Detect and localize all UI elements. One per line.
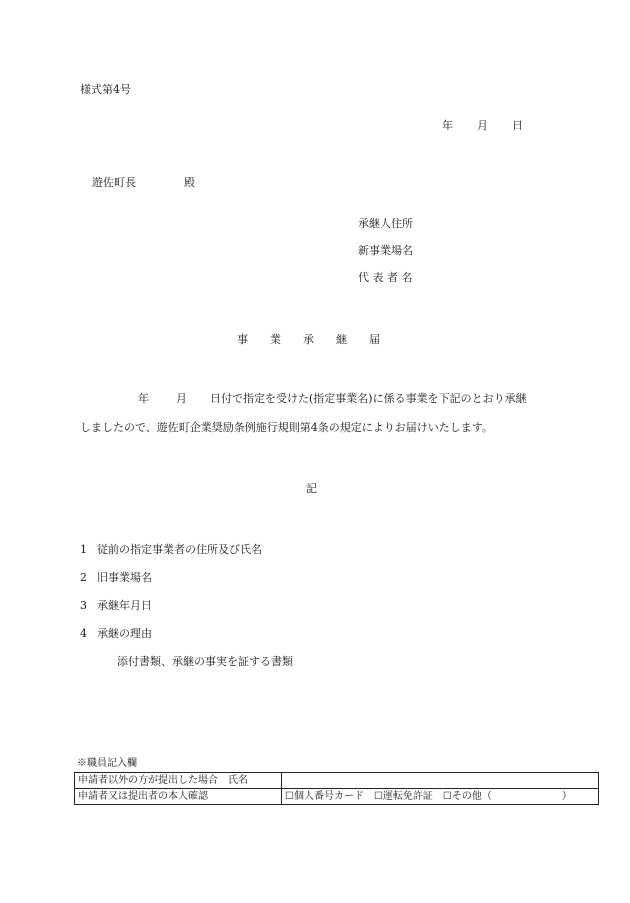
attachment-note: 添付書類、承継の事実を証する書類 — [117, 655, 293, 668]
date-year-label: 年 — [442, 119, 453, 132]
applicant-business-name-label: 新事業場名 — [358, 244, 413, 257]
table-cell-label: 申請者以外の方が提出した場合 氏名 — [75, 773, 282, 789]
item-number: 2 — [80, 571, 87, 584]
ki-heading: 記 — [306, 482, 317, 495]
body-month-label: 月 — [176, 392, 187, 405]
table-cell-value[interactable]: ☐個人番号カード ☐運転免許証 ☐その他（ ） — [282, 789, 599, 805]
staff-section-heading: ※職員記入欄 — [77, 758, 137, 769]
item-text: 従前の指定事業者の住所及び氏名 — [97, 543, 262, 556]
item-number: 1 — [80, 543, 87, 556]
staff-entry-table — [74, 772, 599, 805]
item-text: 旧事業場名 — [97, 571, 152, 584]
body-year-label: 年 — [138, 392, 149, 405]
body-line2: しましたので、遊佐町企業奨励条例施行規則第4条の規定によりお届けいたします。 — [80, 421, 493, 434]
item-text: 承継年月日 — [97, 599, 152, 612]
item-number: 3 — [80, 599, 87, 612]
table-cell-label: 申請者又は提出者の本人確認 — [75, 789, 282, 805]
date-day-label: 日 — [512, 119, 523, 132]
item-number: 4 — [80, 627, 87, 640]
table-row — [75, 789, 599, 805]
date-month-label: 月 — [477, 119, 488, 132]
addressee-honorific: 殿 — [184, 176, 195, 189]
document-title: 事 業 承 継 届 — [237, 333, 380, 346]
form-number: 様式第4号 — [80, 83, 131, 96]
body-line1: 日付で指定を受けた(指定事業名)に係る事業を下記のとおり承継 — [210, 392, 527, 405]
item-text: 承継の理由 — [97, 627, 152, 640]
table-row — [75, 773, 599, 789]
applicant-address-label: 承継人住所 — [358, 217, 413, 230]
applicant-representative-label: 代 表 者 名 — [358, 271, 413, 284]
addressee-name: 遊佐町長 — [92, 176, 136, 189]
table-cell-value[interactable] — [282, 773, 599, 789]
